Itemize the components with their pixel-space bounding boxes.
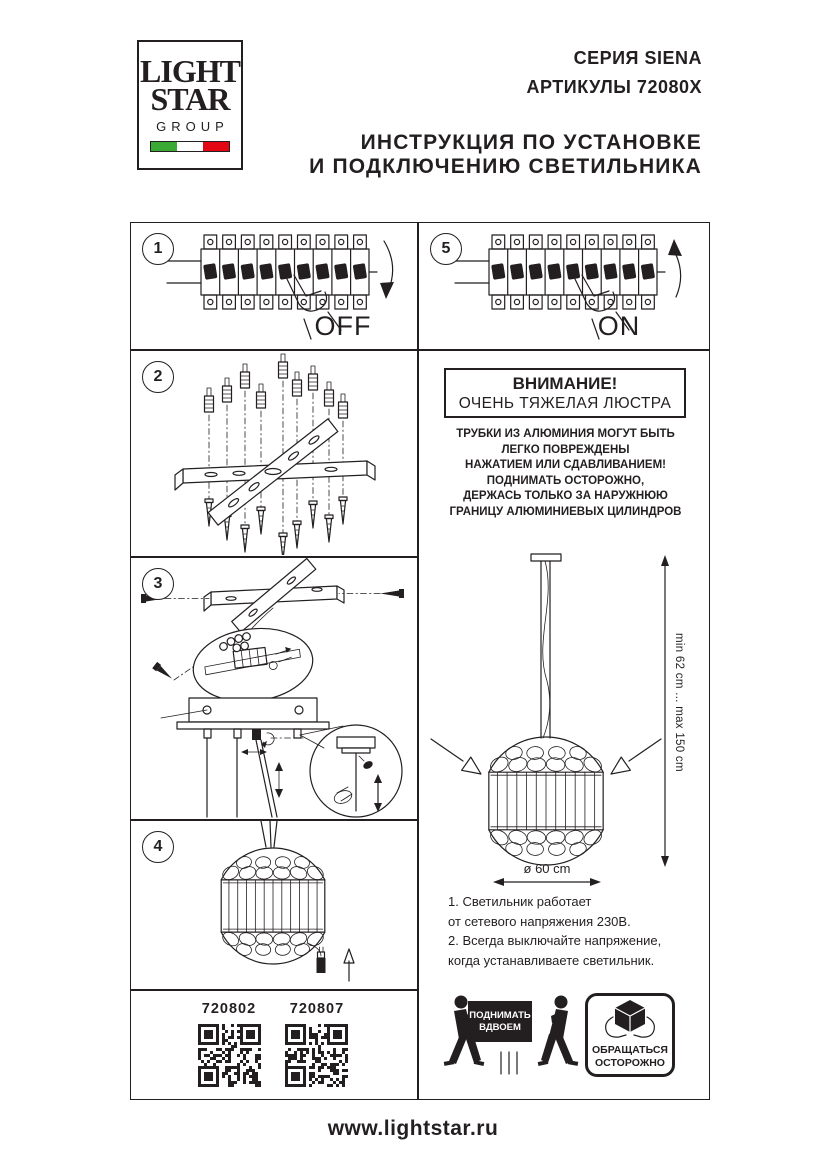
logo-word-group: GROUP xyxy=(156,118,229,134)
step5-panel xyxy=(418,222,710,350)
article-numbers: АРТИКУЛЫ 72080X xyxy=(526,77,702,97)
warning-line: ГРАНИЦУ АЛЮМИНИЕВЫХ ЦИЛИНДРОВ xyxy=(449,505,682,518)
step2-panel xyxy=(130,350,418,557)
doc-title-line1: ИНСТРУКЦИЯ ПО УСТАНОВКЕ xyxy=(360,131,702,154)
step3-number xyxy=(142,568,174,600)
italian-flag-stripe xyxy=(150,141,230,152)
lift-line2: ВДВОЕМ xyxy=(479,1021,521,1033)
step3-panel xyxy=(130,557,418,820)
handle-with-care-icon xyxy=(588,999,672,1043)
step4-number xyxy=(142,831,174,863)
lightstar-logo xyxy=(137,40,243,170)
handle-with-care-badge xyxy=(585,993,675,1077)
warning-line: ТРУБКИ ИЗ АЛЮМИНИЯ МОГУТ БЫТЬ xyxy=(456,428,675,440)
step5-number xyxy=(430,233,462,265)
warning-line: НАЖАТИЕМ ИЛИ СДАВЛИВАНИЕМ! xyxy=(465,459,666,471)
care-line2: ОСТОРОЖНО xyxy=(595,1056,665,1069)
note-line: когда устанавливаете светильник. xyxy=(448,952,655,968)
warning-title: ВНИМАНИЕ! xyxy=(512,374,618,393)
note-line: 1. Светильник работает xyxy=(448,894,592,909)
qr-panel xyxy=(130,990,418,1100)
warning-line: ПОДНИМАТЬ ОСТОРОЖНО, xyxy=(486,474,645,487)
step3-number-text: 3 xyxy=(153,575,163,592)
flag-green xyxy=(151,142,177,151)
header-text xyxy=(309,44,702,178)
step1-number xyxy=(142,233,174,265)
lift-badge-text xyxy=(468,1001,532,1042)
website-url: www.lightstar.ru xyxy=(327,1117,499,1140)
lift-line1: ПОДНИМАТЬ xyxy=(469,1010,531,1021)
series-name: СЕРИЯ SIENA xyxy=(573,48,702,68)
on-label: ON xyxy=(597,311,641,341)
step4-panel xyxy=(130,820,418,990)
flag-red xyxy=(203,142,229,151)
mounting-bracket-illustration xyxy=(131,351,416,555)
two-person-lift-badge xyxy=(435,992,587,1092)
step5-number-text: 5 xyxy=(441,240,451,257)
step1-number-text: 1 xyxy=(153,240,163,257)
note-line: 2. Всегда выключайте напряжение, xyxy=(448,933,662,948)
notes-text xyxy=(448,892,703,970)
logo-word-light: LIGHT xyxy=(140,53,240,90)
care-line1: ОБРАЩАТЬСЯ xyxy=(592,1044,668,1056)
qr-label-720807: 720807 xyxy=(289,1001,345,1017)
doc-title-line2: И ПОДКЛЮЧЕНИЮ СВЕТИЛЬНИКА xyxy=(309,154,702,178)
care-badge-text xyxy=(592,1044,668,1069)
warning-line: ЛЕГКО ПОВРЕЖДЕНЫ xyxy=(501,443,630,456)
warning-line: ДЕРЖАСЬ ТОЛЬКО ЗА НАРУЖНЮЮ xyxy=(463,490,668,502)
step1-panel xyxy=(130,222,418,350)
diameter-label: ø 60 cm xyxy=(523,861,571,876)
warning-box xyxy=(444,368,686,418)
qr-label-720802: 720802 xyxy=(201,1001,257,1017)
step2-number-text: 2 xyxy=(153,368,163,385)
step2-number xyxy=(142,361,174,393)
warning-body xyxy=(427,427,704,520)
qr-code-720802 xyxy=(198,1024,261,1087)
step4-number-text: 4 xyxy=(153,838,163,855)
flag-white xyxy=(177,142,203,151)
qr-code-720807 xyxy=(285,1024,348,1087)
height-range-label: min 62 cm ... max 150 cm xyxy=(673,633,685,772)
note-line: от сетевого напряжения 230В. xyxy=(448,913,631,929)
logo-word-star: STAR xyxy=(150,81,230,117)
warning-subtitle: ОЧЕНЬ ТЯЖЕЛАЯ ЛЮСТРА xyxy=(458,395,672,412)
off-label: OFF xyxy=(314,311,372,341)
canopy-assembly-illustration xyxy=(131,558,416,818)
info-panel xyxy=(418,350,710,1100)
